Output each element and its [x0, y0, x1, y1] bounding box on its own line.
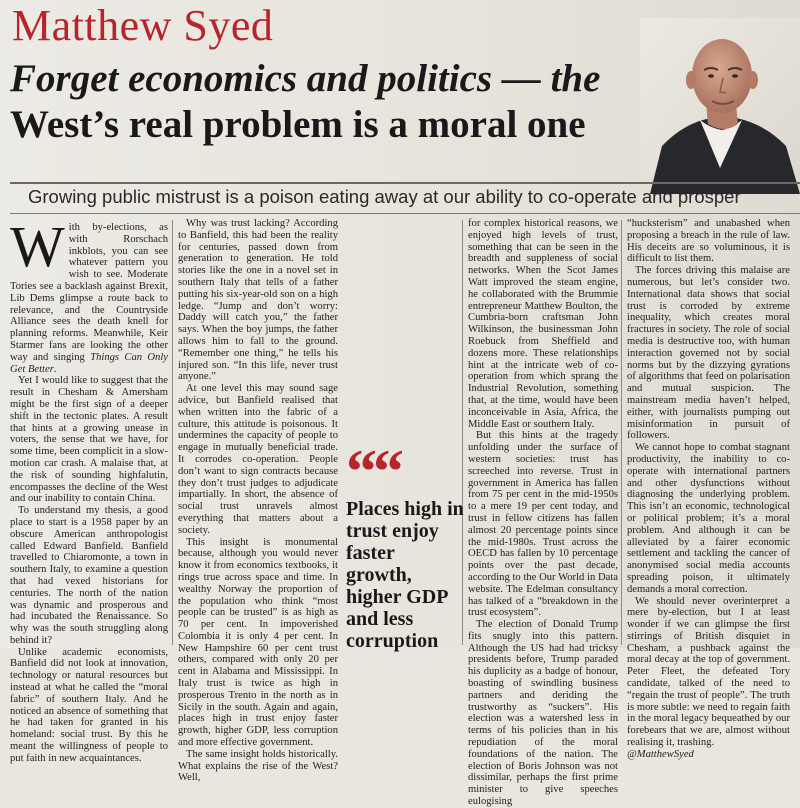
paragraph: Yet I would like to suggest that the result in Chesham & Amersham might be the first sign of a deeper shift in the tectonic plates. A result that hints at a growing unease in voters, the sense that we have, for some time, been complicit in a slow-motion car crash. A malaise that, at the risk of sounding highfalutin, encompasses the decline of the West and our inability to contain China.	[10, 375, 168, 505]
article-column-3	[468, 218, 618, 808]
headline-part2: West’s real problem is a moral one	[10, 103, 586, 146]
paragraph: Unlike academic economists, Banfield did not look at innovation, technology or natural resources but instead at what he called the “moral fabric” of southern Italy. And he noticed an absence of something that he had taken for granted in his homeland: social trust. By this he meant the willingness of people to put faith in new acquaintances.	[10, 646, 168, 764]
paragraph: The forces driving this malaise are numerous, but let’s consider two. International data shows that social trust is corroded by extreme inequality, which creates moral fractures in society. The role of social media is destructive too, with human interaction governed not by social norms but by the dizzying gyrations of algorithms that feed on polarisation and mutual suspicion. The mainstream media haven’t helped, either, with journalists pumping out misinformation in pursuit of followers.	[627, 265, 790, 442]
paragraph: At one level this may sound sage advice, but Banfield realised that when written into the fabric of a culture, this attitude is poisonous. It undermines the capacity of people to engage in mutually beneficial trade. It corrodes co-operation. People don’t want to sign contracts because they don’t trust judges to adjudicate impartially. In short, the absence of social trust unravels almost everything that matters about a society.	[178, 383, 338, 536]
paragraph: We cannot hope to combat stagnant productivity, the inability to co-operate with international partners and other dysfunctions without diagnosing the underlying problem. This isn’t an economic, technological or political problem; it’s a moral problem. And although it can be alleviated by a fairer economic settlement and tackling the cancer of anonymised social media accounts spreading poison, it ultimately demands a moral correction.	[627, 442, 790, 595]
author-byline: Matthew Syed	[12, 1, 274, 50]
paragraph: This insight is monumental because, although you would never know it from economics textbooks, it rings true across space and time. In wealthy Norway the proportion of the population who think “most people can be trusted” is as high as 70 per cent. In impoverished Colombia it is only 4 per cent. In New Hampshire 60 per cent trust others, compared with only 20 per cent in Alabama and Mississippi. In Italy trust is twice as high in prosperous Trento in the north as in Sicily in the south. Again and again, places high in trust enjoy faster growth, higher GDP, less corruption and more effective government.	[178, 536, 338, 749]
paragraph: To understand my thesis, a good place to start is a 1958 paper by an obscure American anthropologist called Edward Banfield. Banfield travelled to Chiaromonte, a town in southern Italy, to examine a question that had vexed historians for centuries. The north of the nation was dynamic and prosperous and had incubated the Renaissance. So why was the south struggling along behind it?	[10, 505, 168, 646]
standfirst-bottom-rule	[10, 213, 800, 214]
paragraph: We should never overinterpret a mere by-election, but I at least wonder if we can glimpse the first stirrings of British disquiet in Chesham, a pushback against the moral decay at the top of government. Peter Fleet, the defeated Tory candidate, talked of the need to “regain the trust of people”. The truth is more subtle: we need to regain faith in the moral legacy bequeathed by our forebears that we are, almost without realising it, trashing.	[627, 595, 790, 749]
paragraph: The same insight holds historically. What explains the rise of the West? Well,	[178, 748, 338, 784]
paragraph: for complex historical reasons, we enjoyed high levels of trust, something that can be seen in the breadth and suppleness of social networks. When the Scot James Watt improved the steam engine, he collaborated with the Brummie entrepreneur Matthew Boulton, the Cumbria-born craftsman John Wilkinson, the businessman John Roebuck from Sheffield and dozens more. These relationships hint at the intricate web of co-operation from which sprang the Industrial Revolution, something that, at the time, would have been inconceivable in Asia, Africa, the Middle East or southern Italy.	[468, 218, 618, 430]
lead-paragraph	[10, 214, 168, 375]
column-divider	[621, 220, 622, 645]
paragraph: “hucksterism” and unabashed when proposing a breach in the rule of law. His deceits are so voluminous, it is difficult to list them.	[627, 218, 790, 265]
article-column-1	[10, 214, 168, 764]
pull-quote	[346, 438, 464, 652]
standfirst-top-rule	[10, 182, 800, 184]
paragraph: Why was trust lacking? According to Banfield, this had been the reality for centuries, passed down from generation to generation. He told stories like the one in a novel set in southern Italy that tells of a father putting his six-year-old son on a high ledge. “Jump and don’t worry: Daddy will catch you,” the father says. When the boy jumps, the father allows him to fall to the ground. “Remember one thing,” he tells his injured son. “In this life, never trust anyone.”	[178, 218, 338, 383]
lead-end: .	[53, 363, 57, 375]
pull-quote-text: Places high in trust enjoy faster growth, higher GDP and less corruption	[346, 498, 464, 652]
paragraph: But this hints at the tragedy unfolding under the surface of western societies: trust has screeched into reverse. Trust in government in America has fallen from 75 per cent in the mid-1950s to a mere 19 per cent today, and trust in fellow citizens has fallen almost 20 percentage points since the mid-1980s. Trust across the OECD has fallen by 10 percentage points over the past decade, according to the Our World in Data website. The Edelman consultancy has talked of a “breakdown in the trust ecosystem”.	[468, 430, 618, 619]
article-column-4	[627, 218, 790, 760]
drop-cap: W	[10, 214, 65, 279]
author-handle: @MatthewSyed	[627, 748, 694, 760]
paragraph: The election of Donald Trump fits snugly into this pattern. Although the US had had tricksy presidents before, Trump paraded his duplicity as a badge of honour, boasting of swindling business partners and deriding the trustworthy as “suckers”. His election was a watershed less in terms of his policies than in his repudiation of the moral foundations of the nation. The election of Boris Johnson was not dissimilar, perhaps the first prime minister to give speeches eulogising	[468, 619, 618, 808]
headline	[10, 56, 635, 148]
lead-italic-title: Things Can Only Get Better	[10, 351, 168, 375]
headline-part1: Forget economics and politics — the	[10, 57, 601, 100]
portrait-photo	[640, 18, 800, 194]
quote-mark-icon: ““	[346, 438, 400, 506]
portrait-illustration	[640, 18, 800, 194]
lead-text: ith by-elections, as with Rorschach inkblots, you can see whatever pattern you wish to see. Moderate Tories see a backlash against Brexit, Lib Dems glimpse a route back to relevance, and the Countryside Alliance sees the death knell for planning reforms. Meanwhile, Keir Starmer fans are looking the other way and singing	[10, 222, 168, 363]
column-divider	[172, 220, 173, 645]
standfirst: Growing public mistrust is a poison eating away at our ability to co-operate and prosper	[28, 186, 741, 207]
article-column-2	[178, 218, 338, 784]
